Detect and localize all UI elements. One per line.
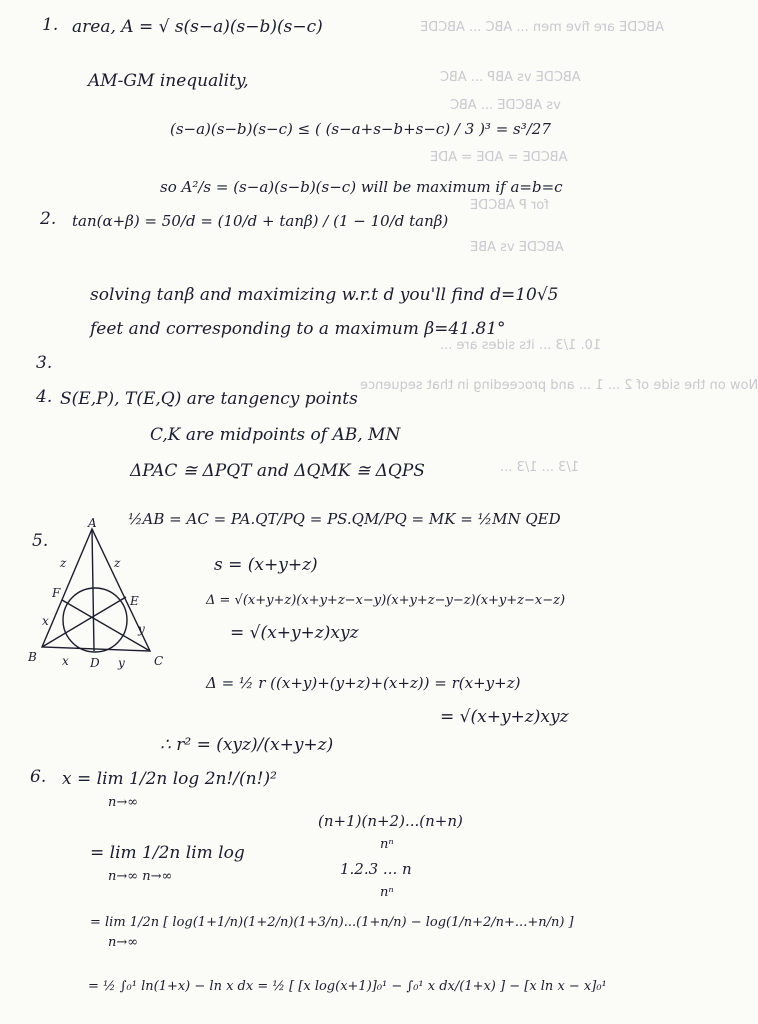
problem-1-amgm-heading: AM-GM inequality, [88,71,249,91]
cevian-ad [92,529,94,651]
problem-5-number: 5. [32,531,49,551]
problem-5-inradius-result: ∴ r² = (xyz)/(x+y+z) [160,735,334,755]
problem-4-tangency: S(E,P), T(E,Q) are tangency points [60,389,358,409]
label-vertex-b: B [28,650,37,664]
incircle-triangle-figure [22,515,182,675]
bleed-text: ABCDE vs ABE [470,240,564,255]
label-side-x-left: x [42,614,49,628]
problem-6-log-expansion-sub: n→∞ [108,935,139,950]
bleed-text: vs ABCDE ... ABC [450,98,561,113]
bleed-text: ABCDE = ADE = ADE [430,150,568,165]
bleed-text: for P ABCDE [470,198,549,213]
label-point-f: F [52,586,61,600]
bleed-text: Now on the side of 2 ... 1 ... and proceeding in that sequence [360,378,758,393]
problem-5-semiperimeter: s = (x+y+z) [214,555,318,575]
bleed-text: 1/3 ... 1/3 ... [500,460,580,475]
problem-6-number: 6. [30,767,47,787]
problem-6-product-numerator: (n+1)(n+2)...(n+n) [318,812,463,830]
problem-4-congruence: ΔPAC ≅ ΔPQT and ΔQMK ≅ ΔQPS [130,461,425,481]
problem-4-qed: ½AB = AC = PA.QT/PQ = PS.QM/PQ = MK = ½MN QED [128,510,561,528]
label-vertex-a: A [88,516,97,530]
label-side-y-bottom: y [118,656,125,670]
problem-2-tan-formula: tan(α+β) = 50/d = (10/d + tanβ) / (1 − 10/d tanβ) [72,212,449,230]
problem-2-number: 2. [40,209,57,229]
problem-1-area-formula: area, A = √ s(s−a)(s−b)(s−c) [72,17,323,37]
label-point-d: D [90,656,100,670]
label-side-z-left: z [60,556,67,570]
problem-2-result: feet and corresponding to a maximum β=41.81° [90,319,506,339]
bleed-text: 10. 1/3 ... its sides are ... [440,338,602,353]
problem-5-inradius-area: Δ = ½ r ((x+y)+(y+z)+(x+z)) = r(x+y+z) [206,674,521,692]
problem-6-limit-step-sub: n→∞ n→∞ [108,869,173,884]
label-side-y-right: y [138,622,145,636]
problem-6-limit-sub: n→∞ [108,795,139,810]
problem-1-number: 1. [42,15,59,35]
problem-1-conclusion: so A²/s = (s−a)(s−b)(s−c) will be maximum if a=b=c [160,178,563,196]
problem-6-integral: = ½ ∫₀¹ ln(1+x) − ln x dx = ½ [ [x log(x+1)]₀¹ − ∫₀¹ x dx/(1+x) ] − [x ln x − x]₀¹ [88,979,607,994]
problem-5-area-equal: = √(x+y+z)xyz [440,707,569,727]
problem-4-number: 4. [36,387,53,407]
problem-4-midpoints: C,K are midpoints of AB, MN [150,425,401,445]
problem-6-limit-step: = lim 1/2n lim log [90,843,245,863]
cevian-be [42,597,126,647]
bleed-text: ABCDE are five men ... ABC ... ABCDE [420,20,664,35]
label-side-z-right: z [114,556,121,570]
incircle [63,588,127,652]
label-point-e: E [130,594,139,608]
problem-6-limit-definition: x = lim 1/2n log 2n!/(n!)² [62,769,277,789]
label-side-x-bottom: x [62,654,69,668]
problem-5-heron-simplified: = √(x+y+z)xyz [230,623,359,643]
problem-6-factorial-denominator: nⁿ [380,885,394,900]
bleed-text: ABCDE vs ABP ... ABC [440,70,581,85]
problem-5-heron: Δ = √(x+y+z)(x+y+z−x−y)(x+y+z−y−z)(x+y+z−x−z) [206,593,566,608]
problem-6-factorial-numerator: 1.2.3 ... n [340,860,412,878]
label-vertex-c: C [154,654,164,668]
problem-6-log-expansion: = lim 1/2n [ log(1+1/n)(1+2/n)(1+3/n)...(1+n/n) − log(1/n+2/n+...+n/n) ] [90,915,574,930]
problem-3-number: 3. [36,353,53,373]
problem-6-product-denominator: nⁿ [380,837,394,852]
problem-1-inequality: (s−a)(s−b)(s−c) ≤ ( (s−a+s−b+s−c) / 3 )³ = s³/27 [170,120,551,138]
problem-2-solution: solving tanβ and maximizing w.r.t d you'll find d=10√5 [90,285,559,305]
